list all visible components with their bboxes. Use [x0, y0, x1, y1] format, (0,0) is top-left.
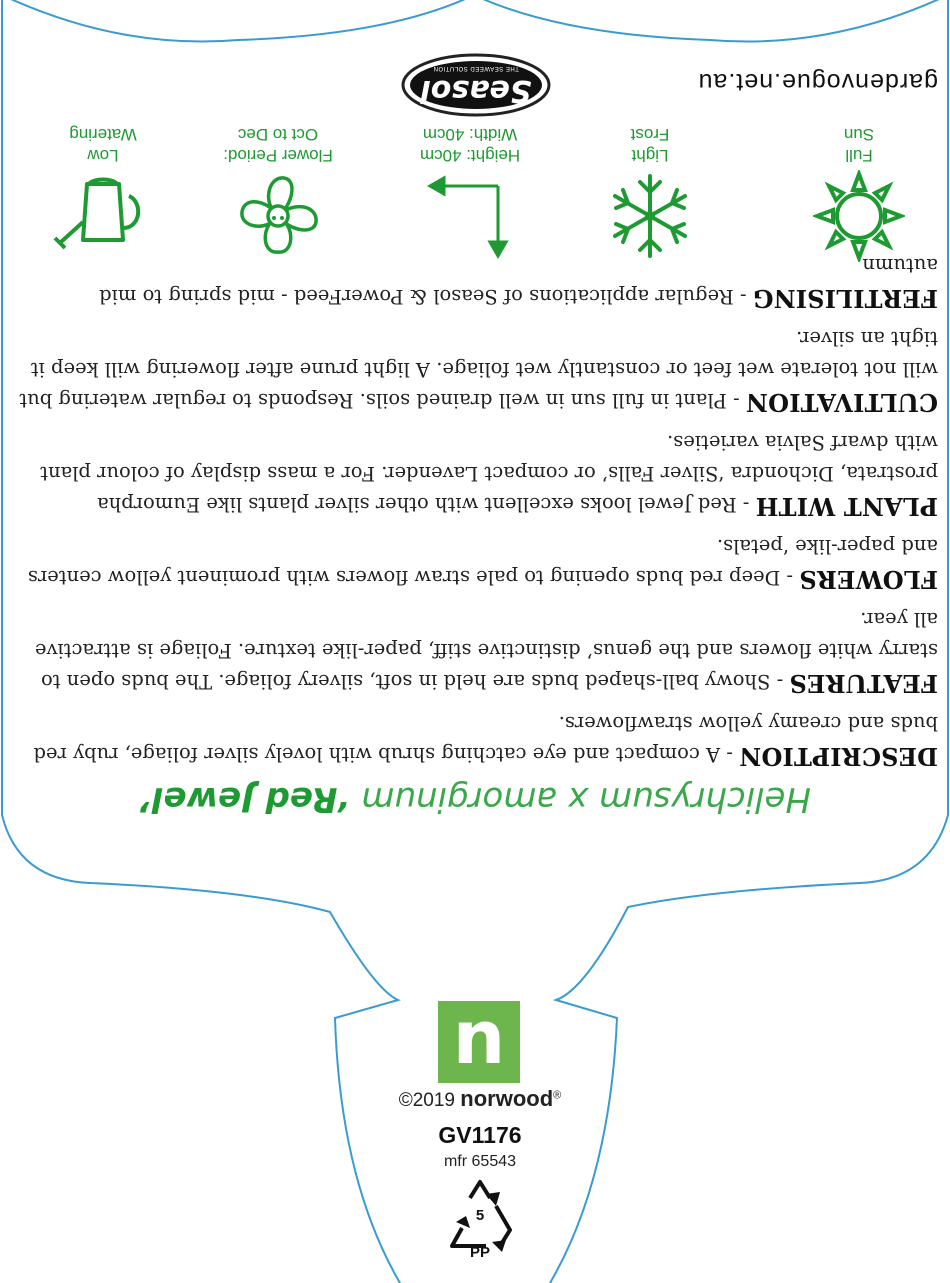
section-heading: FLOWERS — [799, 565, 938, 594]
section-text: - Plant in full sun in well drained soils. Responds to regular watering but will not tolerate wet feet or constantly wet foliage. A light prune after flowering will keep it tight an silver. — [19, 327, 938, 412]
section-heading: DESCRIPTION — [739, 742, 938, 771]
section-heading: FERTILISING — [752, 284, 938, 313]
product-code: GV1176 — [438, 1122, 522, 1148]
section-heading: FEATURES — [789, 669, 938, 698]
care-line-2: Frost — [630, 125, 670, 144]
care-line-2: Oct to Dec — [237, 125, 319, 144]
cultivar-name: ‘Red Jewel’ — [138, 779, 351, 819]
seasol-brand: Seasol — [420, 73, 532, 108]
website-url: gardenvogue.net.au — [697, 68, 938, 96]
section-heading: CULTIVATION — [745, 388, 938, 417]
section-text: - Red Jewel looks excellent with other silver plants like Eumorpha prostrata, Dichondra ‘Silver Falls’ or compact Lavender. For a mass display of colour plant with dwarf Salvia varieties. — [40, 431, 938, 516]
logo-letter: n — [452, 995, 506, 1081]
care-line-2: Watering — [69, 125, 137, 144]
care-line-1: Light — [631, 146, 669, 165]
section-text: - Regular applications of Seasol & PowerFeed - mid spring to mid autumn. — [99, 254, 938, 308]
section-heading: PLANT WITH — [755, 492, 938, 521]
resin-code: PP — [469, 1244, 490, 1261]
care-line-1: Low — [87, 146, 119, 165]
manufacturer-number: mfr 65543 — [443, 1153, 517, 1170]
section-text: - Showy ball-shaped buds are held in soft, silvery foliage. The buds open to starry white flowers and the genus’ distinctive stiff, paper-like texture. Foliage is attractive all year. — [34, 608, 938, 693]
seasol-tagline: THE SEAWEED SOLUTION — [433, 65, 519, 71]
resin-number: 5 — [475, 1207, 485, 1224]
copyright-year: ©2019 — [398, 1090, 455, 1111]
copyright-line — [380, 1086, 580, 1112]
norwood-logo — [438, 995, 520, 1083]
registered-mark: ® — [553, 1089, 562, 1102]
care-line-2: Sun — [843, 125, 875, 144]
care-line-1: Full — [845, 146, 873, 165]
brand-name: norwood — [460, 1086, 554, 1111]
care-line-1: Height: 40cm — [419, 146, 521, 165]
section-text: - A compact and eye catching shrub with lovely silver foliage, ruby red buds and creamy yellow strawflowers. — [33, 712, 938, 766]
care-line-1: Flower Period: — [223, 146, 333, 165]
section-text: - Deep red buds opening to pale straw flowers with prominent yellow centers and paper-like ‘petals. — [27, 535, 938, 589]
care-line-2: Width: 40cm — [422, 125, 518, 144]
scientific-name: Helichrysum x amorginum — [361, 779, 812, 819]
